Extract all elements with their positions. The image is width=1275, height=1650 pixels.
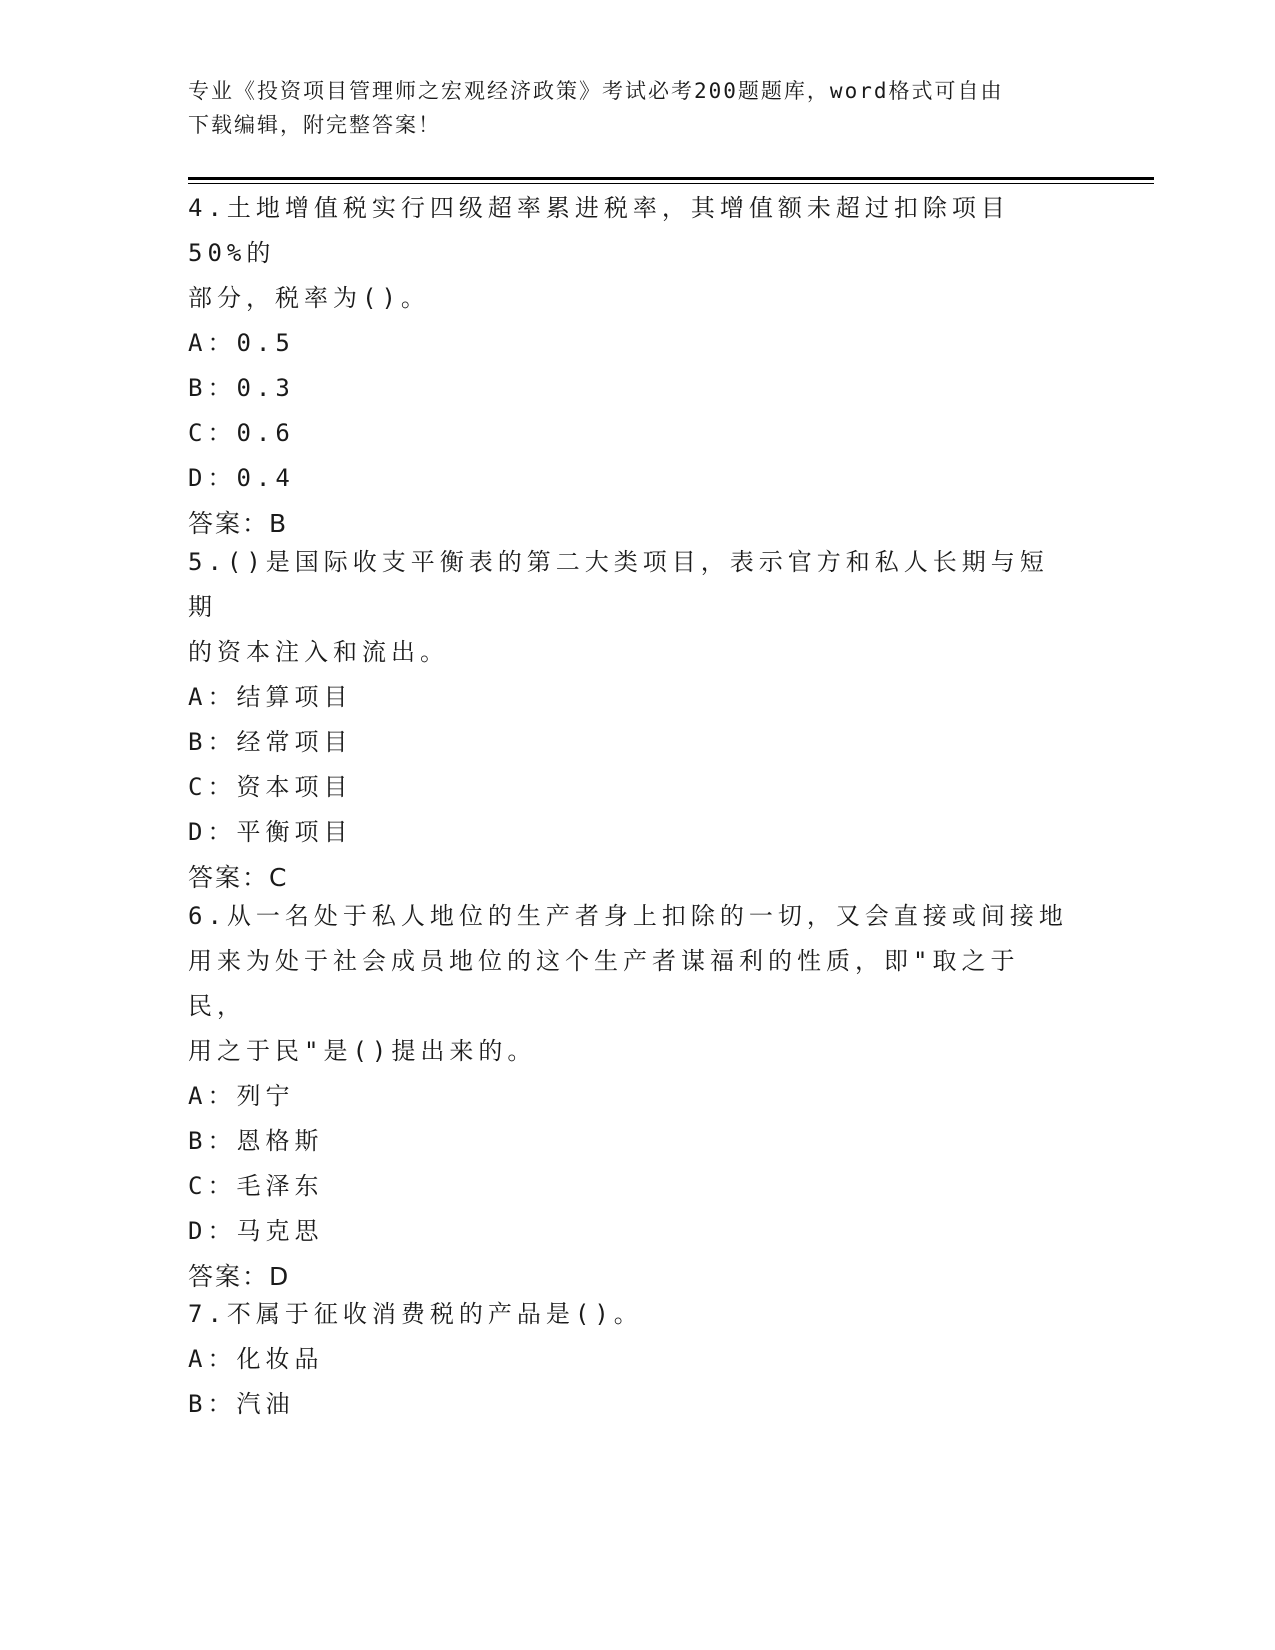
answer-line: 答案：D (188, 1262, 291, 1291)
option-d (188, 456, 1068, 501)
option-text: 平衡项目 (236, 818, 353, 846)
option-text: 化妆品 (236, 1345, 324, 1373)
option-a (188, 1074, 1068, 1119)
header-line-1: 专业《投资项目管理师之宏观经济政策》考试必考200题题库，word格式可自由 (188, 79, 1004, 103)
option-d (188, 810, 1068, 855)
option-text: 0.6 (236, 419, 295, 447)
option-c (188, 411, 1068, 456)
option-text: 0.3 (236, 374, 295, 402)
answer-line: 答案：B (188, 509, 289, 538)
option-key: A： (188, 329, 237, 357)
question-stem-line: 5.()是国际收支平衡表的第二大类项目，表示官方和私人长期与短期 (188, 548, 1049, 621)
option-key: B： (188, 1127, 237, 1155)
option-a (188, 1337, 1068, 1382)
header-line-2: 下载编辑，附完整答案！ (188, 113, 441, 137)
question-4 (188, 186, 1068, 546)
option-key: D： (188, 1217, 237, 1245)
question-5 (188, 540, 1068, 900)
option-b (188, 720, 1068, 765)
option-text: 列宁 (236, 1082, 295, 1110)
option-key: D： (188, 818, 237, 846)
question-7 (188, 1292, 1068, 1427)
question-stem-line: 6.从一名处于私人地位的生产者身上扣除的一切，又会直接或间接地 (188, 902, 1068, 930)
option-a (188, 321, 1068, 366)
option-text: 0.5 (236, 329, 295, 357)
document-header (188, 74, 1068, 142)
option-key: B： (188, 728, 237, 756)
option-b (188, 1119, 1068, 1164)
option-key: C： (188, 419, 237, 447)
option-text: 结算项目 (236, 683, 353, 711)
option-b (188, 1382, 1068, 1427)
option-text: 资本项目 (236, 773, 353, 801)
option-b (188, 366, 1068, 411)
option-key: C： (188, 1172, 237, 1200)
option-text: 汽油 (236, 1390, 295, 1418)
question-6 (188, 894, 1068, 1299)
question-stem-line: 用之于民"是()提出来的。 (188, 1037, 537, 1065)
option-key: A： (188, 1082, 237, 1110)
question-stem-line: 4.土地增值税实行四级超率累进税率，其增值额未超过扣除项目50%的 (188, 194, 1010, 267)
option-key: B： (188, 374, 237, 402)
header-divider-thin (188, 183, 1154, 184)
option-key: D： (188, 464, 237, 492)
option-text: 毛泽东 (236, 1172, 324, 1200)
question-stem-line: 用来为处于社会成员地位的这个生产者谋福利的性质，即"取之于民， (188, 947, 1020, 1020)
question-stem-line: 的资本注入和流出。 (188, 638, 449, 666)
option-key: A： (188, 683, 237, 711)
option-a (188, 675, 1068, 720)
option-key: A： (188, 1345, 237, 1373)
option-text: 0.4 (236, 464, 295, 492)
header-divider-thick (188, 177, 1154, 180)
option-key: C： (188, 773, 237, 801)
option-c (188, 765, 1068, 810)
answer-line: 答案：C (188, 863, 289, 892)
question-stem-line: 部分，税率为()。 (188, 284, 430, 312)
option-key: B： (188, 1390, 237, 1418)
option-d (188, 1209, 1068, 1254)
option-text: 恩格斯 (236, 1127, 324, 1155)
option-text: 经常项目 (236, 728, 353, 756)
option-c (188, 1164, 1068, 1209)
question-stem-line: 7.不属于征收消费税的产品是()。 (188, 1300, 643, 1328)
option-text: 马克思 (236, 1217, 324, 1245)
